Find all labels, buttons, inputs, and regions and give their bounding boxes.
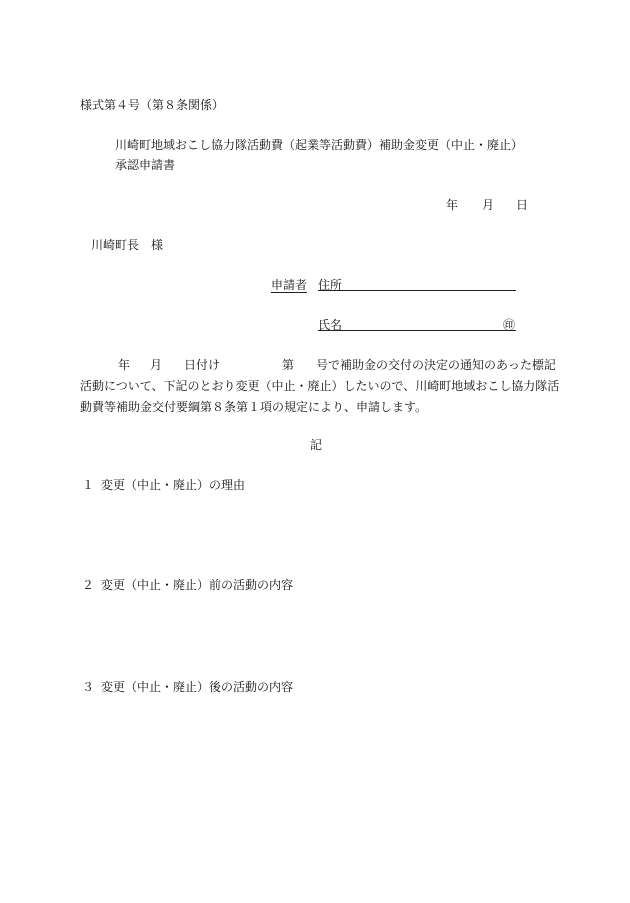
body-date-suffix: 日付け	[184, 358, 221, 372]
seal-mark: ㊞	[503, 318, 516, 332]
name-field[interactable]	[318, 330, 516, 331]
date-day-label: 日	[516, 198, 529, 212]
date-year-label: 年	[446, 198, 459, 212]
item2-number: ２	[82, 578, 95, 592]
form-title-line2: 承認申請書	[115, 158, 176, 172]
body-month-label: 月	[150, 358, 163, 372]
item1-number: １	[82, 478, 95, 492]
ki-heading: 記	[310, 438, 323, 452]
applicant-label: 申請者	[271, 278, 308, 292]
form-title-line1: 川崎町地域おこし協力隊活動費（起業等活動費）補助金変更（中止・廃止）	[115, 138, 524, 152]
item2-text: 変更（中止・廃止）前の活動の内容	[101, 578, 294, 592]
address-label: 住所	[318, 278, 343, 292]
body-year-label: 年	[118, 358, 131, 372]
body-line3: 動費等補助金交付要綱第８条第１項の規定により、申請します。	[80, 400, 428, 414]
body-line2: 活動について、下記のとおり変更（中止・廃止）したいので、川崎町地域おこし協力隊活	[80, 379, 560, 393]
name-label: 氏名	[318, 318, 343, 332]
address-field[interactable]	[318, 290, 516, 291]
addressee: 川崎町長 様	[91, 238, 164, 252]
item3-text: 変更（中止・廃止）後の活動の内容	[101, 680, 294, 694]
body-line1: 号で補助金の交付の決定の通知のあった標記	[316, 358, 556, 372]
form-number: 様式第４号（第８条関係）	[80, 98, 225, 112]
body-number-prefix: 第	[282, 358, 295, 372]
item3-number: ３	[82, 680, 95, 694]
item1-text: 変更（中止・廃止）の理由	[101, 478, 246, 492]
date-month-label: 月	[482, 198, 495, 212]
